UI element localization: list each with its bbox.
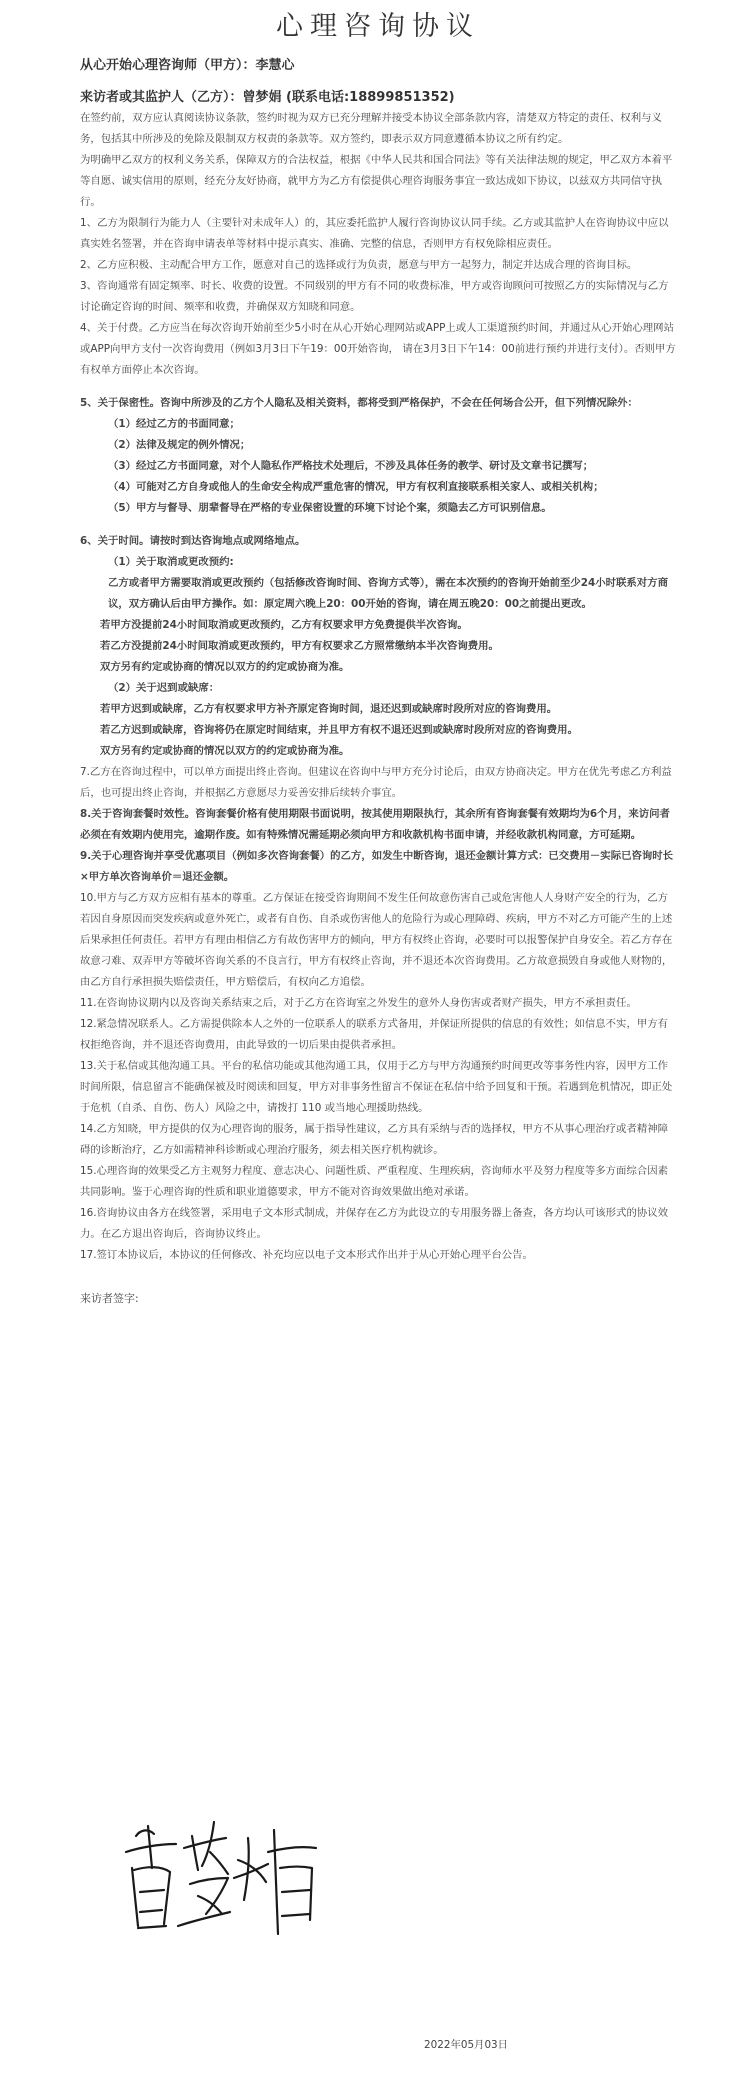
- clause-5-item: （5）甲方与督导、朋辈督导在严格的专业保密设置的环境下讨论个案，须隐去乙方可识别信息。: [108, 502, 552, 514]
- clause-6-sub2-line: 双方另有约定或协商的情况以双方的约定或协商为准。: [100, 745, 350, 757]
- clause-9: 9.关于心理咨询并享受优惠项目（例如多次咨询套餐）的乙方，如发生中断咨询，退还金额计算方式：已交费用－实际已咨询时长×甲方单次咨询单价＝退还金额。: [80, 850, 674, 883]
- clause-5-item: （4）可能对乙方自身或他人的生命安全构成严重危害的情况，甲方有权利直接联系相关家人、或相关机构；: [108, 481, 604, 493]
- clause-6-sub1-title: （1）关于取消或更改预约:: [108, 556, 234, 568]
- signature-label: 来访者签字:: [80, 1292, 139, 1305]
- clause-5-item: （3）经过乙方书面同意，对个人隐私作严格技术处理后，不涉及具体任务的教学、研讨及文章书记撰写；: [108, 460, 594, 472]
- clause-5-item: （1）经过乙方的书面同意；: [108, 418, 240, 430]
- clause-14: 14.乙方知晓，甲方提供的仅为心理咨询的服务，属于指导性建议，乙方具有采纳与否的选择权，甲方不从事心理治疗或者精神障碍的诊断治疗，乙方如需精神科诊断或心理治疗服务，须去相关医疗机构就诊。: [80, 1123, 669, 1156]
- clause-12: 12.紧急情况联系人。乙方需提供除本人之外的一位联系人的联系方式备用，并保证所提供的信息的有效性；如信息不实，甲方有权拒绝咨询，并不退还咨询费用，由此导致的一切后果由提供者承担。: [80, 1018, 669, 1051]
- handwritten-signature: [118, 1808, 348, 1958]
- clause-5-item: （2）法律及规定的例外情况；: [108, 439, 251, 451]
- clause-6-sub2-line: 若甲方迟到或缺席，乙方有权要求甲方补齐原定咨询时间，退还迟到或缺席时段所对应的咨询费用。: [100, 703, 558, 715]
- clause-6-heading: 6、关于时间。请按时到达咨询地点或网络地点。: [80, 535, 306, 547]
- clause-6-sub2-title: （2）关于迟到或缺席：: [108, 682, 220, 694]
- clause-6-sub2-line: 若乙方迟到或缺席，咨询将仍在原定时间结束，并且甲方有权不退还迟到或缺席时段所对应的咨询费用。: [100, 724, 578, 736]
- clause-16: 16.咨询协议由各方在线签署，采用电子文本形式制成，并保存在乙方为此设立的专用服务器上备查，各方均认可该形式的协议效力。在乙方退出咨询后，咨询协议终止。: [80, 1207, 669, 1240]
- clause-4: 4、关于付费。乙方应当在每次咨询开始前至少5小时在从心开始心理网站或APP上或人工渠道预约时间，并通过从心开始心理网站或APP向甲方支付一次咨询费用（例如3月3日下午19：00开始咨询， 请在3月3日下午14：00前进行预约并进行支付）。否则甲方有权单方面停止本次咨询。: [80, 322, 676, 376]
- clause-17: 17.签订本协议后，本协议的任何修改、补充均应以电子文本形式作出并于从心开始心理平台公告。: [80, 1249, 533, 1261]
- clause-6-sub1-line: 若甲方没提前24小时间取消或更改预约，乙方有权要求甲方免费提供半次咨询。: [100, 619, 468, 631]
- intro-paragraph-2: 为明确甲乙双方的权利义务关系，保障双方的合法权益，根据《中华人民共和国合同法》等有关法律法规的规定，甲乙双方本着平等自愿、诚实信用的原则，经充分友好协商，就甲方为乙方有偿提供心理咨询服务事宜一致达成如下协议，以兹双方共同信守执行。: [80, 154, 673, 208]
- clause-6: [80, 531, 676, 762]
- clause-6-sub1-line: 双方另有约定或协商的情况以双方的约定或协商为准。: [100, 661, 350, 673]
- party-a-line: 从心开始心理咨询师（甲方）：李慧心: [80, 58, 295, 73]
- signature-date: 2022年05月03日: [424, 2039, 509, 2051]
- clause-15: 15.心理咨询的效果受乙方主观努力程度、意志决心、问题性质、严重程度、生理疾病，咨询师水平及努力程度等多方面综合因素共同影响。鉴于心理咨询的性质和职业道德要求，甲方不能对咨询效果做出绝对承诺。: [80, 1165, 669, 1198]
- clause-3: 3、咨询通常有固定频率、时长、收费的设置。不同级别的甲方有不同的收费标准，甲方或咨询顾问可按照乙方的实际情况与乙方讨论确定咨询的时间、频率和收费，并确保双方知晓和同意。: [80, 280, 669, 313]
- clause-10: 10.甲方与乙方双方应相有基本的尊重。乙方保证在接受咨询期间不发生任何故意伤害自己或危害他人人身财产安全的行为，乙方若因自身原因而突发疾病或意外死亡，或者有自伤、自杀或伤害他人的危险行为或心理障碍、疾病，甲方不对乙方可能产生的上述后果承担任何责任。若甲方有理由相信乙方有故伤害甲方的倾向，甲方有权终止咨询，必要时可以报警保护自身安全。若乙方存在故意刁难、双弄甲方等破坏咨询关系的不良言行，甲方有权终止咨询，并不退还本次咨询费用。乙方故意损毁自身或他人财物的，由乙方自行承担损失赔偿责任，甲方赔偿后，有权向乙方追偿。: [80, 892, 673, 988]
- clause-1: 1、乙方为限制行为能力人（主要针对未成年人）的，其应委托监护人履行咨询协议认同手续。乙方或其监护人在咨询协议中应以真实姓名签署，并在咨询申请表单等材料中提示真实、准确、完整的信息，否则甲方有权免除相应责任。: [80, 217, 669, 250]
- document-title: 心理咨询协议: [276, 11, 480, 42]
- clause-11: 11.在咨询协议期内以及咨询关系结束之后，对于乙方在咨询室之外发生的意外人身伤害或者财产损失，甲方不承担责任。: [80, 997, 637, 1009]
- intro-paragraph-1: 在签约前，双方应认真阅读协议条款，签约时视为双方已充分理解并接受本协议全部条款内容，清楚双方特定的责任、权利与义务，包括其中所涉及的免除及限制双方权责的条款等。双方签约，即表示双方同意遵循本协议之所有约定。: [80, 112, 662, 145]
- clause-13: 13.关于私信或其他沟通工具。平台的私信功能或其他沟通工具，仅用于乙方与甲方沟通预约时间更改等事务性内容，因甲方工作时间所限，信息留言不能确保被及时阅读和回复，甲方对非事务性留言不保证在私信中给予回复和干预。若遇到危机情况，即正处于危机（自杀、自伤、伤人）风险之中，请拨打 110 或当地心理援助热线。: [80, 1060, 673, 1114]
- clause-7: 7.乙方在咨询过程中，可以单方面提出终止咨询。但建议在咨询中与甲方充分讨论后，由双方协商决定。甲方在优先考虑乙方利益后，也可提出终止咨询，并根据乙方意愿尽力妥善安排后续转介事宜。: [80, 766, 672, 799]
- party-b-line: 来访者或其监护人（乙方）：曾梦娟 (联系电话:18899851352): [80, 90, 455, 105]
- clause-6-sub1-body: 乙方或者甲方需要取消或更改预约（包括修改咨询时间、咨询方式等），需在本次预约的咨询开始前至少24小时联系对方商议，双方确认后由甲方操作。如：原定周六晚上20：00开始的咨询，请在周五晚20：00之前提出更改。: [108, 577, 668, 610]
- clause-6-sub1-line: 若乙方没提前24小时间取消或更改预约，甲方有权要求乙方照常缴纳本半次咨询费用。: [100, 640, 499, 652]
- clause-5-heading: 5、关于保密性。咨询中所涉及的乙方个人隐私及相关资料，都将受到严格保护，不会在任何场合公开，但下列情况除外：: [80, 397, 638, 409]
- clause-5: [80, 393, 676, 519]
- clause-2: 2、乙方应积极、主动配合甲方工作，愿意对自己的选择或行为负责，愿意与甲方一起努力，制定并达成合理的咨询目标。: [80, 259, 638, 271]
- clause-8: 8.关于咨询套餐时效性。咨询套餐价格有使用期限书面说明，按其使用期限执行，其余所有咨询套餐有效期均为6个月，来访问者必须在有效期内使用完，逾期作废。如有特殊情况需延期必须向甲方和收款机构书面申请，并经收款机构同意，方可延期。: [80, 808, 670, 841]
